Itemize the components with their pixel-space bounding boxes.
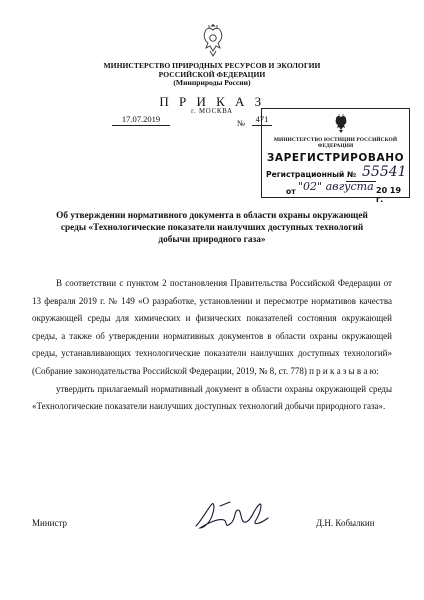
registration-stamp [261, 108, 410, 204]
document-title [52, 210, 372, 247]
ministry-line-1: МИНИСТЕРСТВО ПРИРОДНЫХ РЕСУРСОВ И ЭКОЛОГИИ [103, 61, 321, 70]
stamp-registered: ЗАРЕГИСТРИРОВАНО [266, 152, 405, 164]
stamp-reg-number: 55541 [362, 164, 407, 180]
body-paragraph-2: утвердить прилагаемый нормативный документ в области охраны окружающей среды «Технологические показатели наилучших доступных технологий добычи природного газа». [32, 383, 392, 412]
number-sign: № [237, 118, 246, 128]
document-title-line-2: среды «Технологические показатели наилучших доступных технологий [60, 223, 364, 234]
stamp-org: МИНИСТЕРСТВО ЮСТИЦИИ РОССИЙСКОЙ ФЕДЕРАЦИИ [273, 137, 398, 149]
stamp-year: 20 19 г. [376, 186, 402, 204]
state-emblem-icon [200, 24, 226, 58]
city: г. МОСКВА [191, 108, 233, 115]
handwritten-signature [190, 498, 272, 534]
document-body [32, 275, 392, 416]
stamp-from-label: от [286, 187, 296, 196]
document-title-line-1: Об утверждении нормативного документа в области охраны окружающей [56, 211, 368, 221]
document-title-line-3: добычи природного газа» [158, 235, 266, 246]
stamp-reg-label: Регистрационный № [266, 170, 357, 179]
signer-name: Д.Н. Кобылкин [316, 518, 375, 528]
stamp-from-date: "02" августа [298, 180, 374, 193]
ministry-name [60, 62, 364, 88]
stamp-date-underline [346, 181, 376, 182]
ministry-line-2: РОССИЙСКОЙ ФЕДЕРАЦИИ [158, 69, 266, 79]
order-date: 17.07.2019 [112, 114, 170, 126]
order-title: П Р И К А З [159, 94, 265, 109]
body-paragraph-1: В соответствии с пунктом 2 постановления Правительства Российской Федерации от 13 февраля 2019 г. № 149 «О разработке, установлении и пересмотре нормативов качества окружающей среды для химических и физических показателей состояния окружающей среды, а также об утверждении нормативных документов в области охраны окружающей среды, устанавливающих технологические показатели наилучших доступных технологий» (Собрание законодательства Российской Федерации, 2019, № 8, ст. 778) п р и к а з ы в а ю: [32, 278, 392, 376]
signer-position: Министр [32, 518, 67, 528]
ministry-line-3: (Минприроды России) [173, 78, 251, 88]
stamp-emblem-icon [333, 114, 349, 134]
order-number: 471 [252, 114, 272, 126]
